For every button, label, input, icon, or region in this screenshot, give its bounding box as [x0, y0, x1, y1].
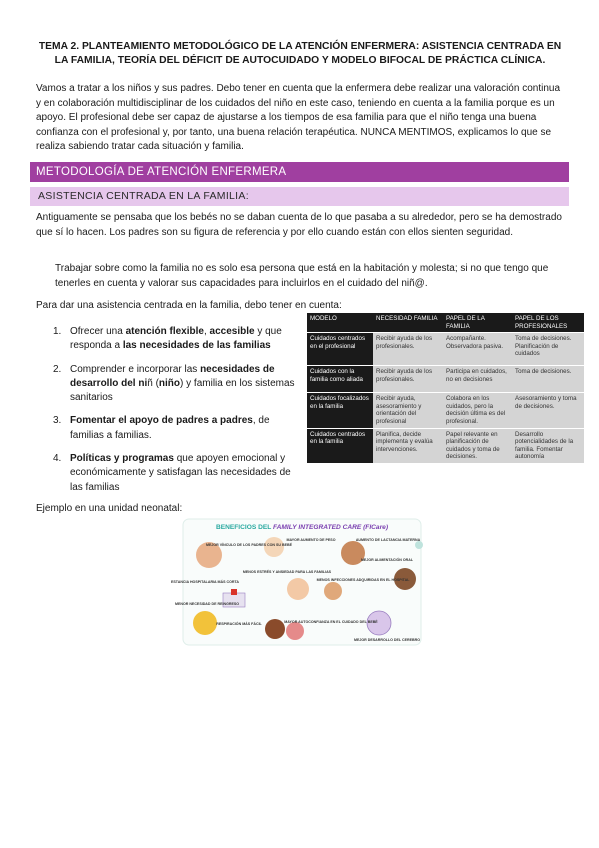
table-cell: Toma de decisiones. Planificación de cuidados	[512, 333, 584, 366]
list-item-text: y familia en los sistemas sanitarios	[70, 377, 295, 404]
parents-illustration-icon	[287, 578, 309, 600]
section-heading: METODOLOGÍA DE ATENCIÓN ENFERMERA	[30, 162, 569, 182]
intro-paragraph: Vamos a tratar a los niños y sus padres. Debo tener en cuenta que la enfermera debe realizar una valoración continua y en colaboración multidisciplinar de los cuidados del niño en este caso, teniendo en cuenta a la familia porque es un apoyo. El profesional debe ser capaz de ajustarse a los tiempos de esa familia para que el niño tenga una buena confianza con el profesional y, por tanto, una buena relación terapéutica. NUNCA MENTIMOS, explicamos lo que se realiza sabiendo tratar cada situación y familia.	[36, 83, 561, 153]
list-item-text: ñ (	[147, 377, 159, 389]
table-cell: Planifica, decide implementa y evalúa intervenciones.	[373, 428, 443, 463]
benefit-label: MENOS ESTRÉS Y ANSIEDAD PARA LAS FAMILIAS	[242, 570, 332, 574]
list-item-bold: accesible	[209, 326, 255, 337]
table-header-cell: PAPEL DE LOS PROFESIONALES	[512, 313, 584, 333]
subsection-heading: ASISTENCIA CENTRADA EN LA FAMILIA:	[30, 187, 569, 206]
list-lead-text: Para dar una asistencia centrada en la familia, debo tener en cuenta:	[36, 300, 342, 311]
list-item	[53, 452, 295, 495]
list-item-text: , de familias a familias.	[70, 415, 270, 441]
hospital-cross-icon	[231, 589, 237, 595]
table-row-header: Cuidados con la familia como aliada	[307, 366, 373, 393]
considerations-list	[53, 325, 295, 504]
list-item-bold: Fomentar el apoyo de padres a padres	[70, 415, 253, 427]
table-row	[307, 366, 584, 393]
table-row-header: Cuidados centrados en el profesional	[307, 333, 373, 366]
table-header-row	[307, 313, 584, 333]
list-item-number: 3.	[53, 415, 62, 427]
benefit-label: MENOS INFECCIONES ADQUIRIDAS EN EL HOSPITAL	[316, 578, 410, 582]
table-row	[307, 333, 584, 366]
table-cell: Recibir ayuda de los profesionales.	[373, 366, 443, 393]
indented-paragraph: Trabajar sobre como la familia no es solo esa persona que está en la habitación y molesta; si no que tengo que tenerles en cuenta y valorar sus capacidades para incluirlos en el cuidado del niñ@.	[55, 263, 549, 289]
context-paragraph: Antiguamente se pensaba que los bebés no se daban cuenta de lo que pasaba a su alrededor, pero se ha demostrado que sí lo hacen. Los padres son su figura de referencia y por ello cuando están con ellos sienten seguridad.	[36, 212, 562, 238]
list-item-text: que apoyen emocional y económicamente y satisfagan las necesidades de las familias	[70, 453, 291, 493]
baby-with-hat-icon	[193, 611, 217, 635]
list-item	[53, 363, 295, 406]
document-title: TEMA 2. PLANTEAMIENTO METODOLÓGICO DE LA ATENCIÓN ENFERMERA: ASISTENCIA CENTRADA EN LA FAMILIA, TEORÍA DEL DÉFICIT DE AUTOCUIDADO Y MODELO BIFOCAL DE PRÁCTICA CLÍNICA.	[38, 41, 562, 66]
table-header-cell: NECESIDAD FAMILIA	[373, 313, 443, 333]
list-item-number: 4.	[53, 453, 62, 465]
list-item-text: Comprender e incorporar las	[70, 363, 201, 375]
table-row-header: Cuidados centrados en la familia	[307, 428, 373, 463]
table-header-cell: PAPEL DE LA FAMILIA	[443, 313, 512, 333]
benefit-label: MAYOR AUTOCONFIANZA EN EL CUIDADO DEL BEBÉ	[284, 620, 378, 624]
list-item-text: y que responda a	[70, 326, 282, 352]
table-row-header: Cuidados focalizados en la familia	[307, 393, 373, 428]
parents-illustration-icon	[324, 582, 342, 600]
benefit-label: ESTANCIA HOSPITALARIA MÁS CORTA	[170, 580, 240, 584]
table-row	[307, 393, 584, 428]
benefit-label: MEJOR DESARROLLO DEL CEREBRO	[353, 638, 421, 642]
list-item-text: Ofrecer una	[70, 326, 126, 337]
table-cell: Colabora en los cuidados, pero la decisión última es del profesional.	[443, 393, 512, 428]
care-models-table	[307, 313, 584, 463]
list-item	[53, 414, 295, 443]
family-illustration-icon	[265, 619, 285, 639]
list-item-bold: niño	[158, 377, 181, 389]
list-item-bold: las necesidades de las familias	[122, 340, 271, 352]
benefit-label: MENOR NECESIDAD DE REINGRESO	[174, 602, 240, 606]
table-cell: Recibir ayuda de los profesionales.	[373, 333, 443, 366]
table-row	[307, 428, 584, 463]
table-cell: Participa en cuidados, no en decisiones	[443, 366, 512, 393]
example-label: Ejemplo en una unidad neonatal:	[36, 503, 183, 514]
infographic-title	[216, 524, 388, 531]
list-item-text: ,	[203, 326, 210, 337]
list-item-bold: atención flexible	[125, 326, 204, 337]
benefit-label: AUMENTO DE LACTANCIA MATERNA	[355, 538, 421, 542]
table-cell: Papel relevante en planificación de cuidados y toma de decisiones.	[443, 428, 512, 463]
list-item	[53, 325, 295, 354]
infographic-title-part: BENEFICIOS DEL	[215, 524, 274, 531]
infographic-title-emphasis: FAMILY INTEGRATED CARE (FICare)	[273, 524, 389, 531]
table-header-cell: MODELO	[307, 313, 373, 333]
ficare-infographic	[170, 519, 421, 645]
table-cell: Desarrollo potencialidades de la familia. Fomentar autonomía	[512, 428, 584, 463]
table-cell: Asesoramiento y toma de decisiones.	[512, 393, 584, 428]
list-item-text: )	[180, 377, 184, 389]
benefit-label: MEJOR VÍNCULO DE LOS PADRES CON SU BEBÉ	[206, 543, 292, 547]
benefit-label: MAYOR AUMENTO DE PESO	[286, 538, 336, 542]
decoration-dot-icon	[415, 541, 423, 549]
list-item-number: 1.	[53, 326, 62, 337]
list-item-bold: Políticas y programas	[70, 453, 174, 465]
benefit-label: MEJOR ALIMENTACIÓN ORAL	[360, 558, 414, 562]
table-cell: Recibir ayuda, asesoramiento y orientación del profesional	[373, 393, 443, 428]
infographic-canvas	[170, 519, 421, 645]
table-cell: Toma de decisiones.	[512, 366, 584, 393]
benefit-label: RESPIRACIÓN MÁS FÁCIL	[216, 622, 262, 626]
table-cell: Acompañante. Observadora pasiva.	[443, 333, 512, 366]
family-illustration-icon	[286, 622, 304, 640]
list-item-bold: necesidades de desarrollo del ni	[70, 363, 275, 389]
list-item-number: 2.	[53, 363, 62, 375]
baby-illustration-icon	[264, 537, 284, 557]
